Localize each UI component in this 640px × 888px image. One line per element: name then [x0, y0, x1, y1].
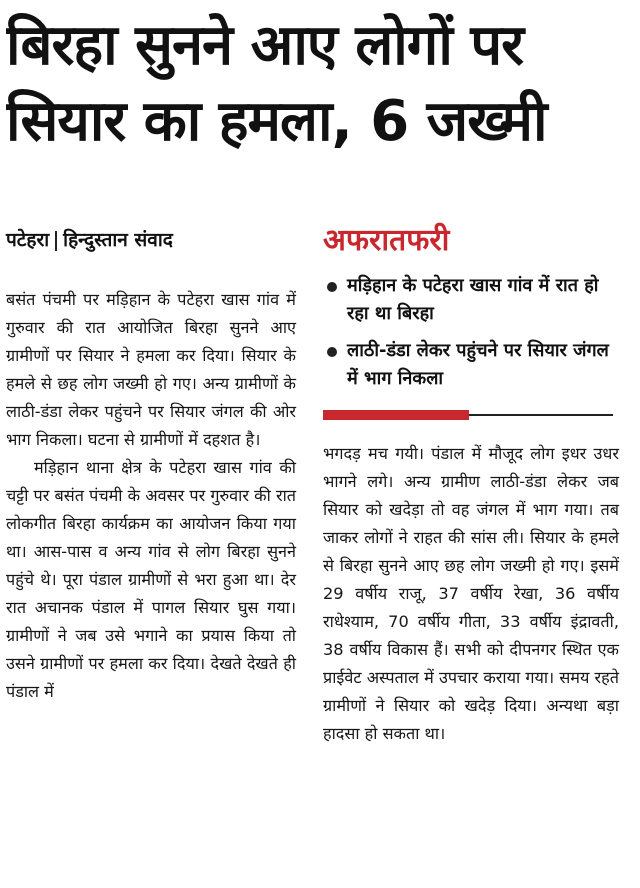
dateline: [6, 226, 306, 252]
dateline-source: हिन्दुस्तान संवाद: [63, 229, 173, 251]
sidebar-bullets: [323, 272, 623, 393]
bullet-icon: [327, 282, 337, 292]
sidebar-box: [323, 220, 623, 402]
paragraph-2: मड़िहान थाना क्षेत्र के पटेहरा खास गांव की चट्टी पर बसंत पंचमी के अवसर पर गुरुवार की रात लोकगीत बिरहा कार्यक्रम का आयोजन किया गया था। आस-पास व अन्य गांव से लोग बिरहा सुनने पहुंचे थे। पूरा पंडाल ग्रामीणों से भरा हुआ था। देर रात अचानक पंडाल में पागल सियार घुस गया। ग्रामीणों ने जब उसे भगाने का प्रयास किया तो उसने ग्रामीणों पर हमला कर दिया। देखते देखते ही पंडाल में: [6, 458, 296, 701]
headline-line-1: बिरहा सुनने आए लोगों पर: [6, 13, 524, 78]
paragraph-3: भगदड़ मच गयी। पंडाल में मौजूद लोग इधर उधर भागने लगे। अन्य ग्रामीण लाठी-डंडा लेकर जब सियार को खदेड़ा तो वह जंगल में भाग गया। तब जाकर लोगों ने राहत की सांस ली। सियार के हमले से बिरहा सुनने आए छह लोग जख्मी हो गए। इसमें 29 वर्षीय राजू, 37 वर्षीय रेखा, 36 वर्षीय राधेश्याम, 70 वर्षीय गीता, 33 वर्षीय इंद्रावती, 38 वर्षीय विकास हैं। सभी को दीपनगर स्थित एक प्राईवेट अस्पताल में उपचार कराया गया। समय रहते ग्रामीणों ने सियार को खदेड़ दिया। अन्यथा बड़ा हादसा हो सकता था।: [323, 444, 619, 743]
sidebar-bullet-text: मड़िहान के पटेहरा खास गांव में रात हो रहा था बिरहा: [347, 275, 599, 324]
sidebar-divider-accent: [323, 410, 469, 420]
article-column-1: [6, 286, 296, 706]
sidebar-bullet-text: लाठी-डंडा लेकर पहुंचने पर सियार जंगल में भाग निकला: [347, 340, 609, 389]
sidebar-title: अफरातफरी: [323, 223, 450, 258]
headline-line-2: सियार का हमला, 6 जख्मी: [6, 89, 547, 154]
headline: [6, 8, 636, 160]
paragraph-1: बसंत पंचमी पर मड़िहान के पटेहरा खास गांव में गुरुवार की रात आयोजित बिरहा सुनने आए ग्रामीणों पर सियार ने हमला कर दिया। सियार के हमले से छह लोग जख्मी हो गए। अन्य ग्रामीणों के लाठी-डंडा लेकर पहुंचने पर सियार जंगल की ओर भाग निकला। घटना से ग्रामीणों में दहशत है।: [6, 290, 296, 449]
sidebar-bullet: [323, 272, 623, 328]
sidebar-bullet: [323, 337, 623, 393]
article-column-2: [323, 440, 619, 748]
bullet-icon: [327, 347, 337, 357]
dateline-divider: [55, 231, 57, 251]
sidebar-divider: [323, 414, 613, 416]
dateline-place: पटेहरा: [6, 229, 50, 251]
